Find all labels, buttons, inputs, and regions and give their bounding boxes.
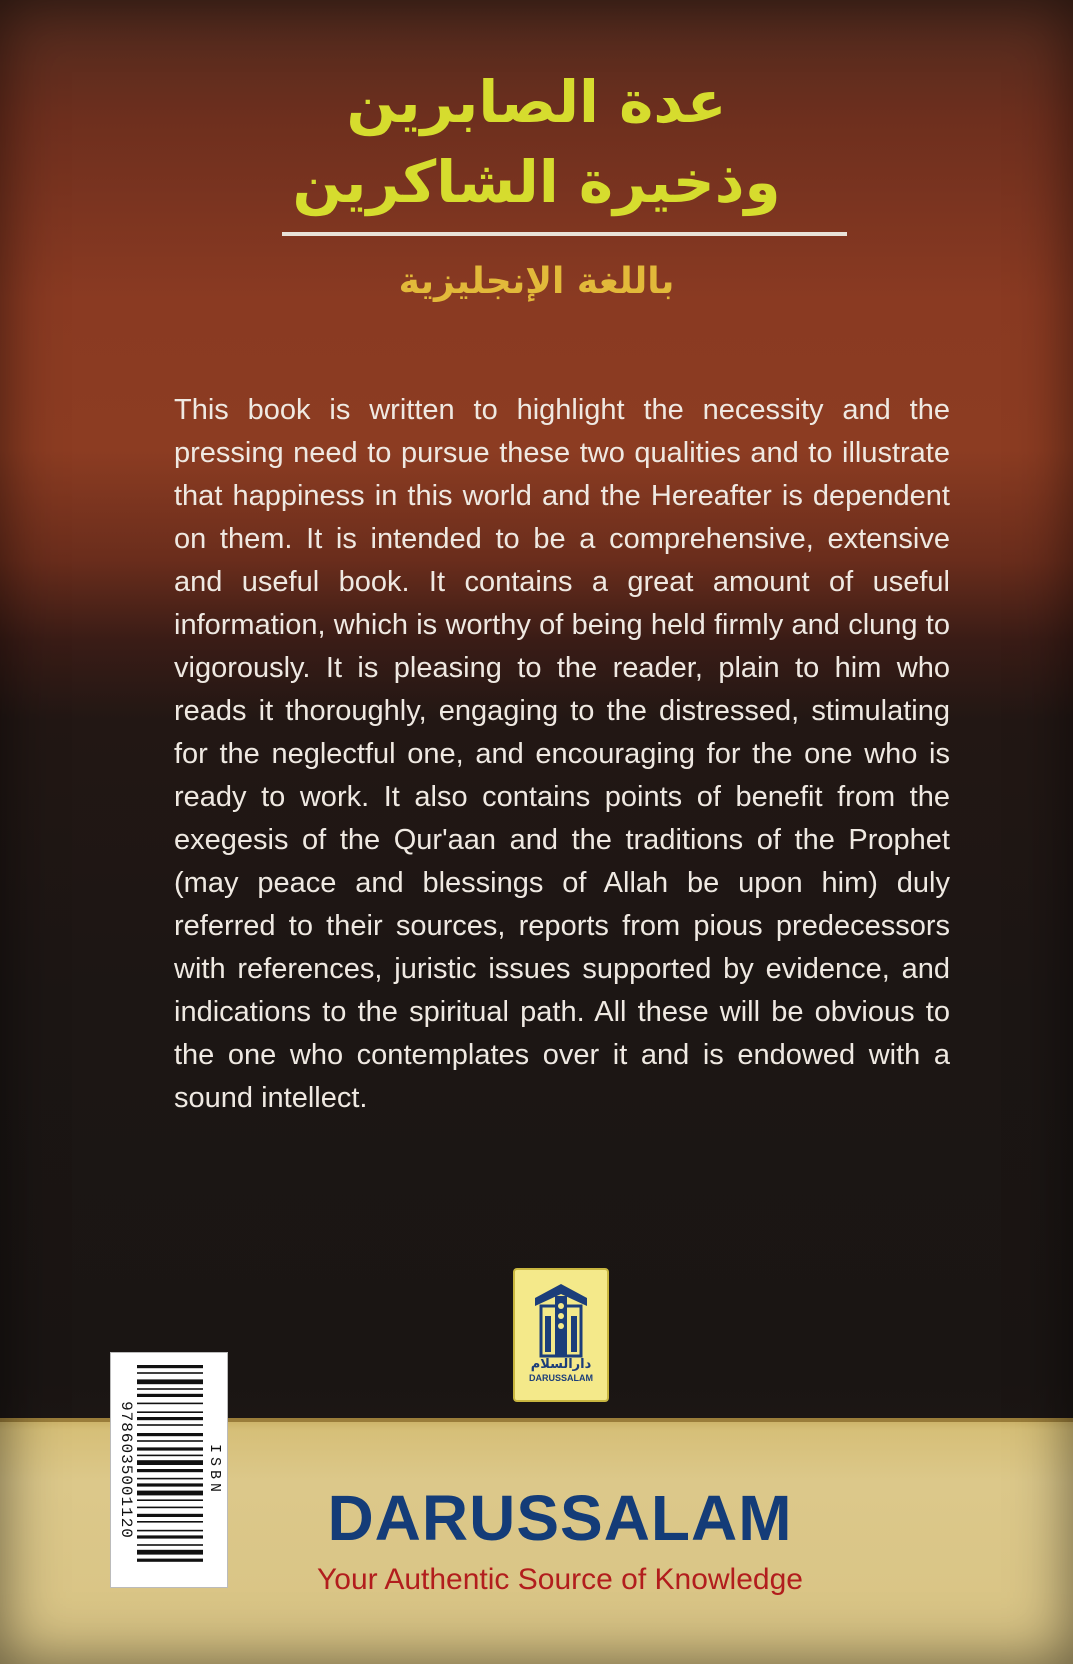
arabic-title-line-2: وذخيرة الشاكرين xyxy=(292,148,781,216)
arabic-title-line-1: عدة الصابرين xyxy=(346,68,727,136)
publisher-tagline: Your Authentic Source of Knowledge xyxy=(317,1563,803,1596)
book-description: This book is written to highlight the necessity and the pressing need to pursue these two qualities and to illustrate that happiness in this world and the Hereafter is dependent on them. It is intended to be a comprehensive, extensive and useful book. It contains a great amount of useful information, which is worthy of being held firmly and clung to vigorously. It is pleasing to the reader, plain to him who reads it thoroughly, engaging to the distressed, stimulating for the neglectful one, and encouraging for the one who is ready to work. It also contains points of benefit from the exegesis of the Qur'aan and the traditions of the Prophet (may peace and blessings of Allah be upon him) duly referred to their sources, reports from pious predecessors with references, juristic issues supported by evidence, and indications to the spiritual path. All these will be obvious to the one who contemplates over it and is endowed with a sound intellect. xyxy=(174,394,950,1114)
title-divider xyxy=(282,232,847,236)
darussalam-logo-icon xyxy=(531,1276,591,1358)
isbn-label: ISBN xyxy=(206,1443,223,1496)
arabic-subtitle: باللغة الإنجليزية xyxy=(398,261,675,302)
publisher-name: DARUSSALAM xyxy=(327,1482,793,1554)
logo-arabic-text: دارالسلام xyxy=(530,1357,592,1372)
darussalam-logo xyxy=(513,1268,609,1402)
isbn-digits: 9786035001120 xyxy=(117,1401,135,1539)
logo-english-text: DARUSSALAM xyxy=(529,1373,593,1383)
